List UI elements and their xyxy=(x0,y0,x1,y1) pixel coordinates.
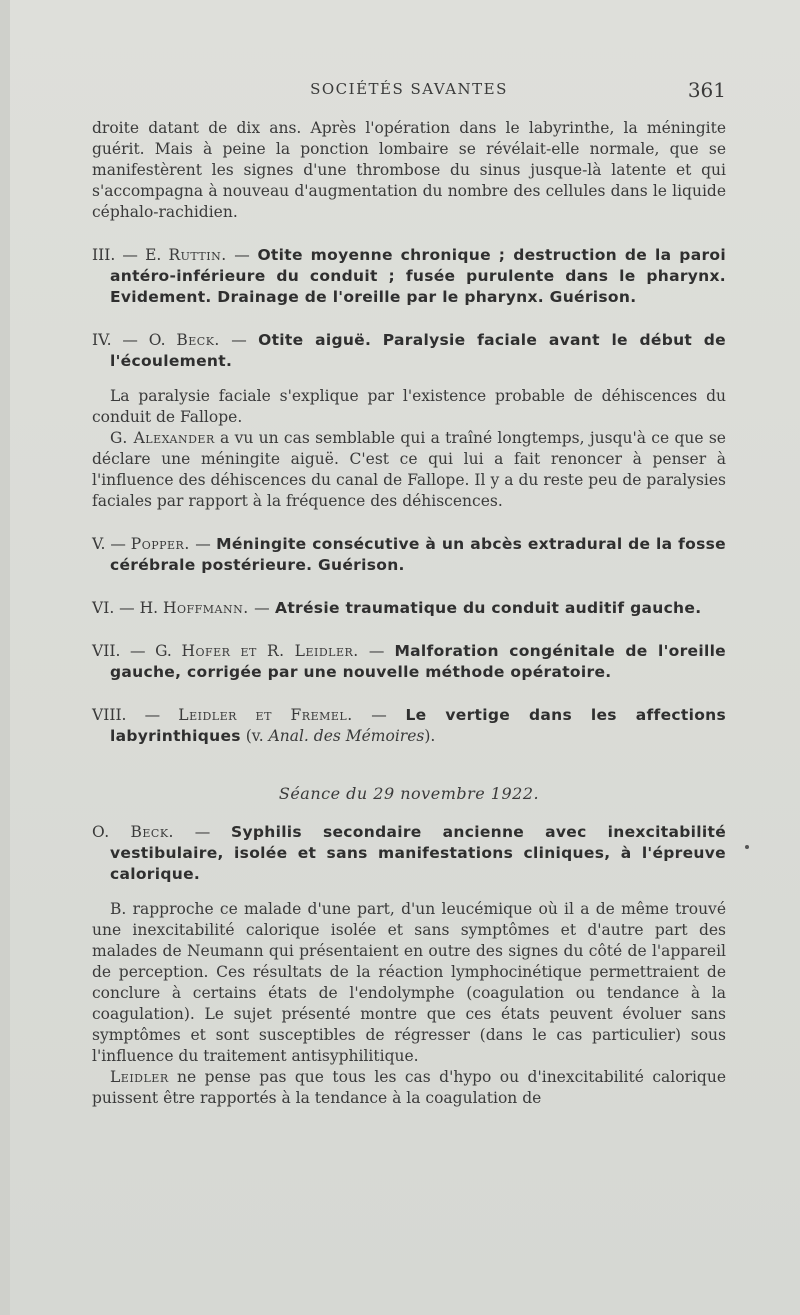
paragraph-text: ne pense pas que tous les cas d'hypo ou d'inexcitabilité calorique puissent être rapportés à la tendance à la coagulation de xyxy=(92,1068,726,1107)
paragraph-beck-2 xyxy=(92,1067,726,1109)
entry-title: Le vertige dans les affections labyrinthiques xyxy=(110,706,727,745)
entry-vi xyxy=(92,598,726,619)
paragraph-text: a vu un cas semblable qui a traîné longtemps, jusqu'à ce que se déclare une méningite aiguë. C'est ce qui lui a fait renoncer à penser à l'influence des déhiscences du canal de Fallope. Il y a du reste peu de paralysies faciales par rapport à la fréquence des déhiscences. xyxy=(92,429,726,510)
paragraph-intro: droite datant de dix ans. Après l'opération dans le labyrinthe, la méningite guérit. Mais à peine la ponction lombaire se révélait-elle normale, que se manifestèrent les signes d'une thrombose du sinus jusque-là latente et qui s'accompagna à nouveau d'augmentation du nombre des cellules dans le liquide céphalo-rachidien. xyxy=(92,119,726,221)
entry-title: Atrésie traumatique du conduit auditif gauche. xyxy=(275,599,702,617)
inline-author: Leidler xyxy=(110,1068,169,1086)
entry-author: Ruttin. — xyxy=(168,246,251,264)
entry-author: O. Beck. — xyxy=(92,823,211,841)
entry-iii xyxy=(92,245,726,308)
entry-number: VII. — G. xyxy=(92,642,172,660)
entry-author: Popper. — xyxy=(130,535,212,553)
running-title: SOCIÉTÉS SAVANTES xyxy=(310,80,508,98)
entry-viii xyxy=(92,705,726,747)
entry-number: III. — E. xyxy=(92,246,162,264)
entry-beck xyxy=(92,822,726,885)
entry-number: VI. — H. xyxy=(92,599,159,617)
entry-title: Syphilis secondaire ancienne avec inexcitabilité vestibulaire, isolée et sans manifestations cliniques, à l'épreuve calorique. xyxy=(110,823,727,883)
entry-ref: Anal. des Mémoires xyxy=(268,727,425,745)
entry-number: IV. — O. xyxy=(92,331,166,349)
entry-author: Beck. — xyxy=(176,331,248,349)
inline-author: G. Alexander xyxy=(110,429,215,447)
entry-author: Hoffmann. — xyxy=(162,599,271,617)
entry-number: VIII. — xyxy=(92,706,161,724)
entry-title: Otite moyenne chronique ; destruction de la paroi antéro-inférieure du conduit ; fusée purulente dans le pharynx. Evidement. Drainage de l'oreille par le pharynx. Guérison. xyxy=(110,246,726,306)
entry-title: Otite aiguë. Paralysie faciale avant le début de l'écoulement. xyxy=(110,331,726,370)
paragraph-iv-2 xyxy=(92,428,726,512)
entry-title: Méningite consécutive à un abcès extradural de la fosse cérébrale postérieure. Guérison. xyxy=(110,535,726,574)
page-edge xyxy=(0,0,10,1315)
paragraph-iv-1: La paralysie faciale s'explique par l'existence probable de déhiscences du conduit de Fallope. xyxy=(92,387,726,426)
entry-ref-close: ). xyxy=(424,727,436,745)
page-number: 361 xyxy=(687,78,726,102)
session-heading: Séance du 29 novembre 1922. xyxy=(278,784,540,803)
entry-ref-open: (v. xyxy=(245,727,269,745)
entry-title: Malforation congénitale de l'oreille gauche, corrigée par une nouvelle méthode opératoire. xyxy=(110,642,726,681)
article-body xyxy=(92,118,726,1109)
entry-v xyxy=(92,534,726,576)
entry-iv xyxy=(92,330,726,372)
entry-number: V. — xyxy=(92,535,126,553)
entry-author: Hofer et R. Leidler. — xyxy=(181,642,385,660)
entry-vii xyxy=(92,641,726,683)
print-speck xyxy=(745,845,749,849)
paragraph-beck-1: B. rapproche ce malade d'une part, d'un leucémique où il a de même trouvé une inexcitabilité calorique isolée et sans symptômes et d'autre part des malades de Neumann qui présentaient en outre des signes du côté de l'appareil de perception. Ces résultats de la réaction lymphocinétique permettraient de conclure à certains états de l'endolymphe (coagulation ou tendance à la coagulation). Le sujet présenté montre que ces états peuvent évoluer sans symptômes et sont susceptibles de régresser (dans le cas particulier) sous l'influence du traitement antisyphilitique. xyxy=(92,900,726,1065)
entry-author: Leidler et Fremel. — xyxy=(178,706,388,724)
running-head xyxy=(92,78,726,102)
